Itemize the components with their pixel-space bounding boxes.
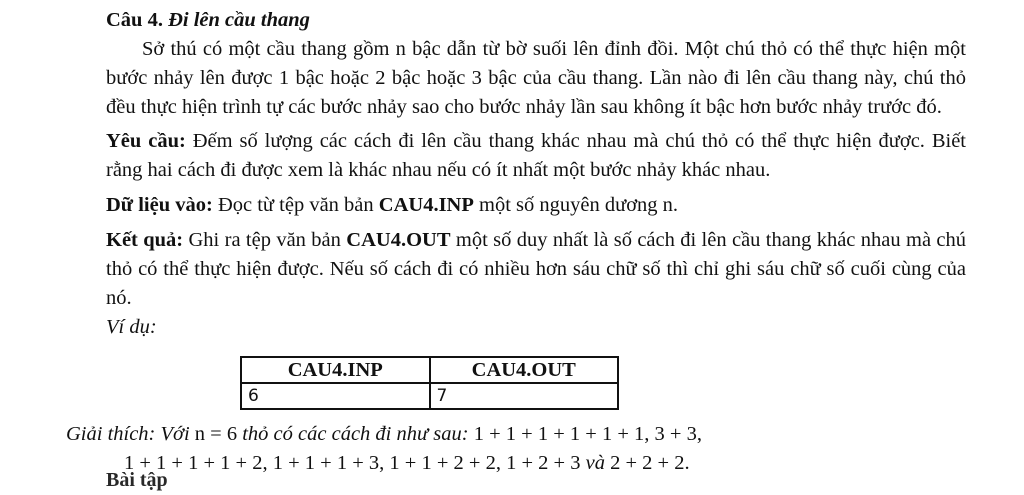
input-file: CAU4.INP [378,194,474,216]
problem-intro: Sở thú có một cầu thang gồm n bậc dẫn từ bờ suối lên đỉnh đồi. Một chú thỏ có thể thực hiện một bước nhảy lên được 1 bậc hoặc 2 bậc hoặc 3 bậc của cầu thang. Lần nào đi lên cầu thang này, chú thỏ đều thực hiện trình tự các bước nhảy sao cho bước nhảy lần sau không ít bậc hơn bước nhảy trước đó. [106,38,966,118]
truncated-next-heading: Bài tập [106,469,168,491]
example-table [240,356,619,410]
table-header-output: CAU4.OUT [430,357,619,383]
output-text-after: một số duy nhất là số cách đi lên cầu thang khác nhau mà chú thỏ có thể thực hiện được. Nếu số cách đi có nhiều hơn sáu chữ số thì chỉ ghi sáu chữ số cuối cùng của nó. [106,229,967,309]
table-header-input: CAU4.INP [241,357,430,383]
input-label: Dữ liệu vào: [106,194,213,216]
table-row [241,383,618,409]
explanation-line-1 [66,420,866,449]
requirement-section [106,127,966,185]
requirement-text: Đếm số lượng các cách đi lên cầu thang khác nhau mà chú thỏ có thể thực hiện được. Biết rằng hai cách đi được xem là khác nhau nếu có ít nhất một bước nhảy khác nhau. [106,130,967,181]
table-cell-input: 6 [241,383,430,409]
input-section [106,191,966,220]
problem-name: Đi lên cầu thang [168,9,310,31]
problem-number: Câu 4. [106,9,163,31]
output-text-before: Ghi ra tệp văn bản [188,229,341,251]
problem-statement [106,6,966,342]
requirement-label: Yêu cầu: [106,130,186,152]
explanation-intro: Giải thích: Với [66,423,190,445]
explanation-and: và [585,452,605,474]
output-file: CAU4.OUT [346,229,451,251]
explanation-condition: n = 6 [194,423,238,445]
input-text-after: một số nguyên dương n. [479,194,679,216]
explanation-mid: thỏ có các cách đi như sau: [242,423,469,445]
explanation-ways-1: 1 + 1 + 1 + 1 + 1 + 1, 3 + 3, [473,423,702,445]
example-table-header [241,357,618,383]
example-label: Ví dụ: [106,316,157,338]
output-section [106,226,966,313]
output-label: Kết quả: [106,229,184,251]
problem-title [106,6,966,35]
table-cell-output: 7 [430,383,619,409]
input-text-before: Đọc từ tệp văn bản [217,194,374,216]
explanation-ways-last: 2 + 2 + 2. [610,452,690,474]
explanation-ways-2: 1 + 1 + 1 + 1 + 2, 1 + 1 + 1 + 3, 1 + 1 + 2 + 2, 1 + 2 + 3 [124,452,581,474]
